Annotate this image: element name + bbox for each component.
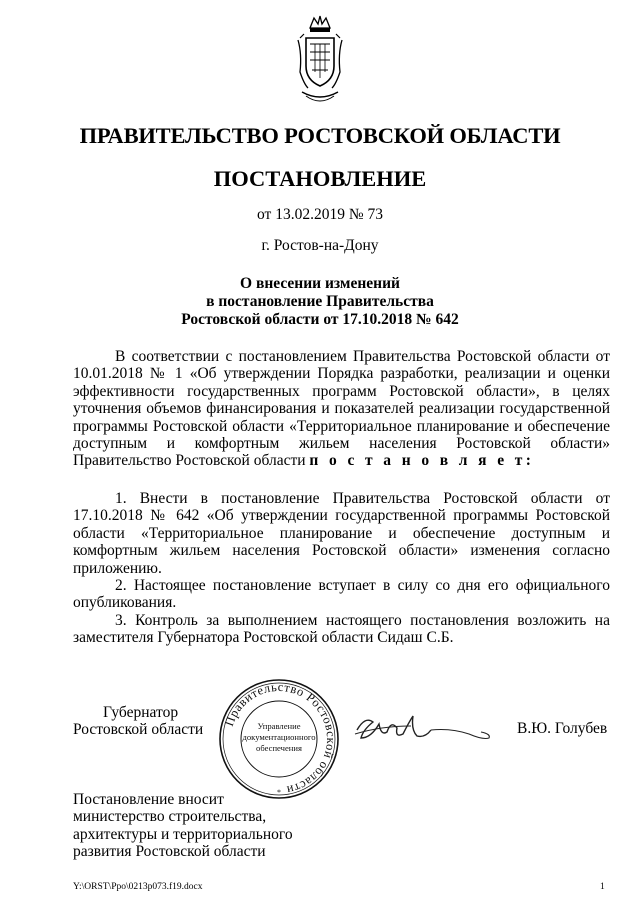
footer-file-path: Y:\ORST\Ppo\0213p073.f19.docx bbox=[73, 882, 203, 892]
signatory-name: В.Ю. Голубев bbox=[517, 720, 608, 737]
subject-line: О внесении изменений bbox=[240, 275, 400, 292]
signatory-title bbox=[73, 704, 233, 739]
preamble-text: В соответствии с постановлением Правительства Ростовской области от 10.01.2018 № 1 «Об утверждении Порядка разработки, реализации и оценки эффективности государственных программ Ростовской области», в целях уточнения объемов финансирования и показателей реализации государственной программы Ростовской области «Территориальное планирование и обеспечение доступным и комфортным жильем населения Ростовской области» Правительство Ростовской области bbox=[73, 348, 610, 470]
introduced-by-line: архитектуры и территориального bbox=[73, 825, 293, 843]
preamble bbox=[73, 348, 610, 470]
stamp-ring-text: Правительство Ростовской области bbox=[221, 679, 339, 798]
city: г. Ростов-на-Дону bbox=[261, 237, 379, 254]
subject-line: в постановление Правительства bbox=[206, 293, 434, 310]
signatory-title-line: Ростовской области bbox=[73, 721, 204, 739]
official-stamp bbox=[217, 677, 341, 801]
introduced-by-line: Постановление вносит bbox=[73, 791, 224, 808]
signatory-title-line: Губернатор bbox=[103, 704, 179, 721]
stamp-star-icon: * bbox=[277, 788, 281, 797]
stamp-center-text: Управление bbox=[257, 721, 301, 731]
decree-item-1: 1. Внести в постановление Правительства Ростовской области от 17.10.2018 № 642 «Об утверждении государственной программы Ростовской области «Территориальное планирование и обеспечение доступным и комфортным жильем населения Ростовской области» изменения согласно приложению. bbox=[73, 490, 610, 577]
handwritten-signature bbox=[351, 708, 496, 750]
organization-title: ПРАВИТЕЛЬСТВО РОСТОВСКОЙ ОБЛАСТИ bbox=[79, 123, 561, 148]
introduced-by-line: министерство строительства, bbox=[73, 808, 267, 826]
decree-word: п о с т а н о в л я е т: bbox=[309, 452, 535, 470]
subject-heading bbox=[0, 275, 640, 329]
date-number: от 13.02.2019 № 73 bbox=[257, 206, 383, 223]
preamble-paragraph bbox=[73, 348, 610, 470]
subject-line: Ростовской области от 17.10.2018 № 642 bbox=[181, 311, 459, 328]
introduced-by bbox=[73, 791, 333, 861]
page-number: 1 bbox=[600, 882, 605, 892]
introduced-by-line: развития Ростовской области bbox=[73, 843, 266, 861]
stamp-center-text: документационного bbox=[242, 732, 316, 742]
document-type: ПОСТАНОВЛЕНИЕ bbox=[213, 166, 427, 191]
decree-items bbox=[73, 490, 610, 647]
coat-of-arms-emblem bbox=[296, 14, 344, 106]
stamp-center-text: обеспечения bbox=[256, 743, 302, 753]
decree-item-2: 2. Настоящее постановление вступает в силу со дня его официального опубликования. bbox=[73, 577, 610, 612]
decree-item-3: 3. Контроль за выполнением настоящего постановления возложить на заместителя Губернатора Ростовской области Сидаш С.Б. bbox=[73, 611, 610, 647]
